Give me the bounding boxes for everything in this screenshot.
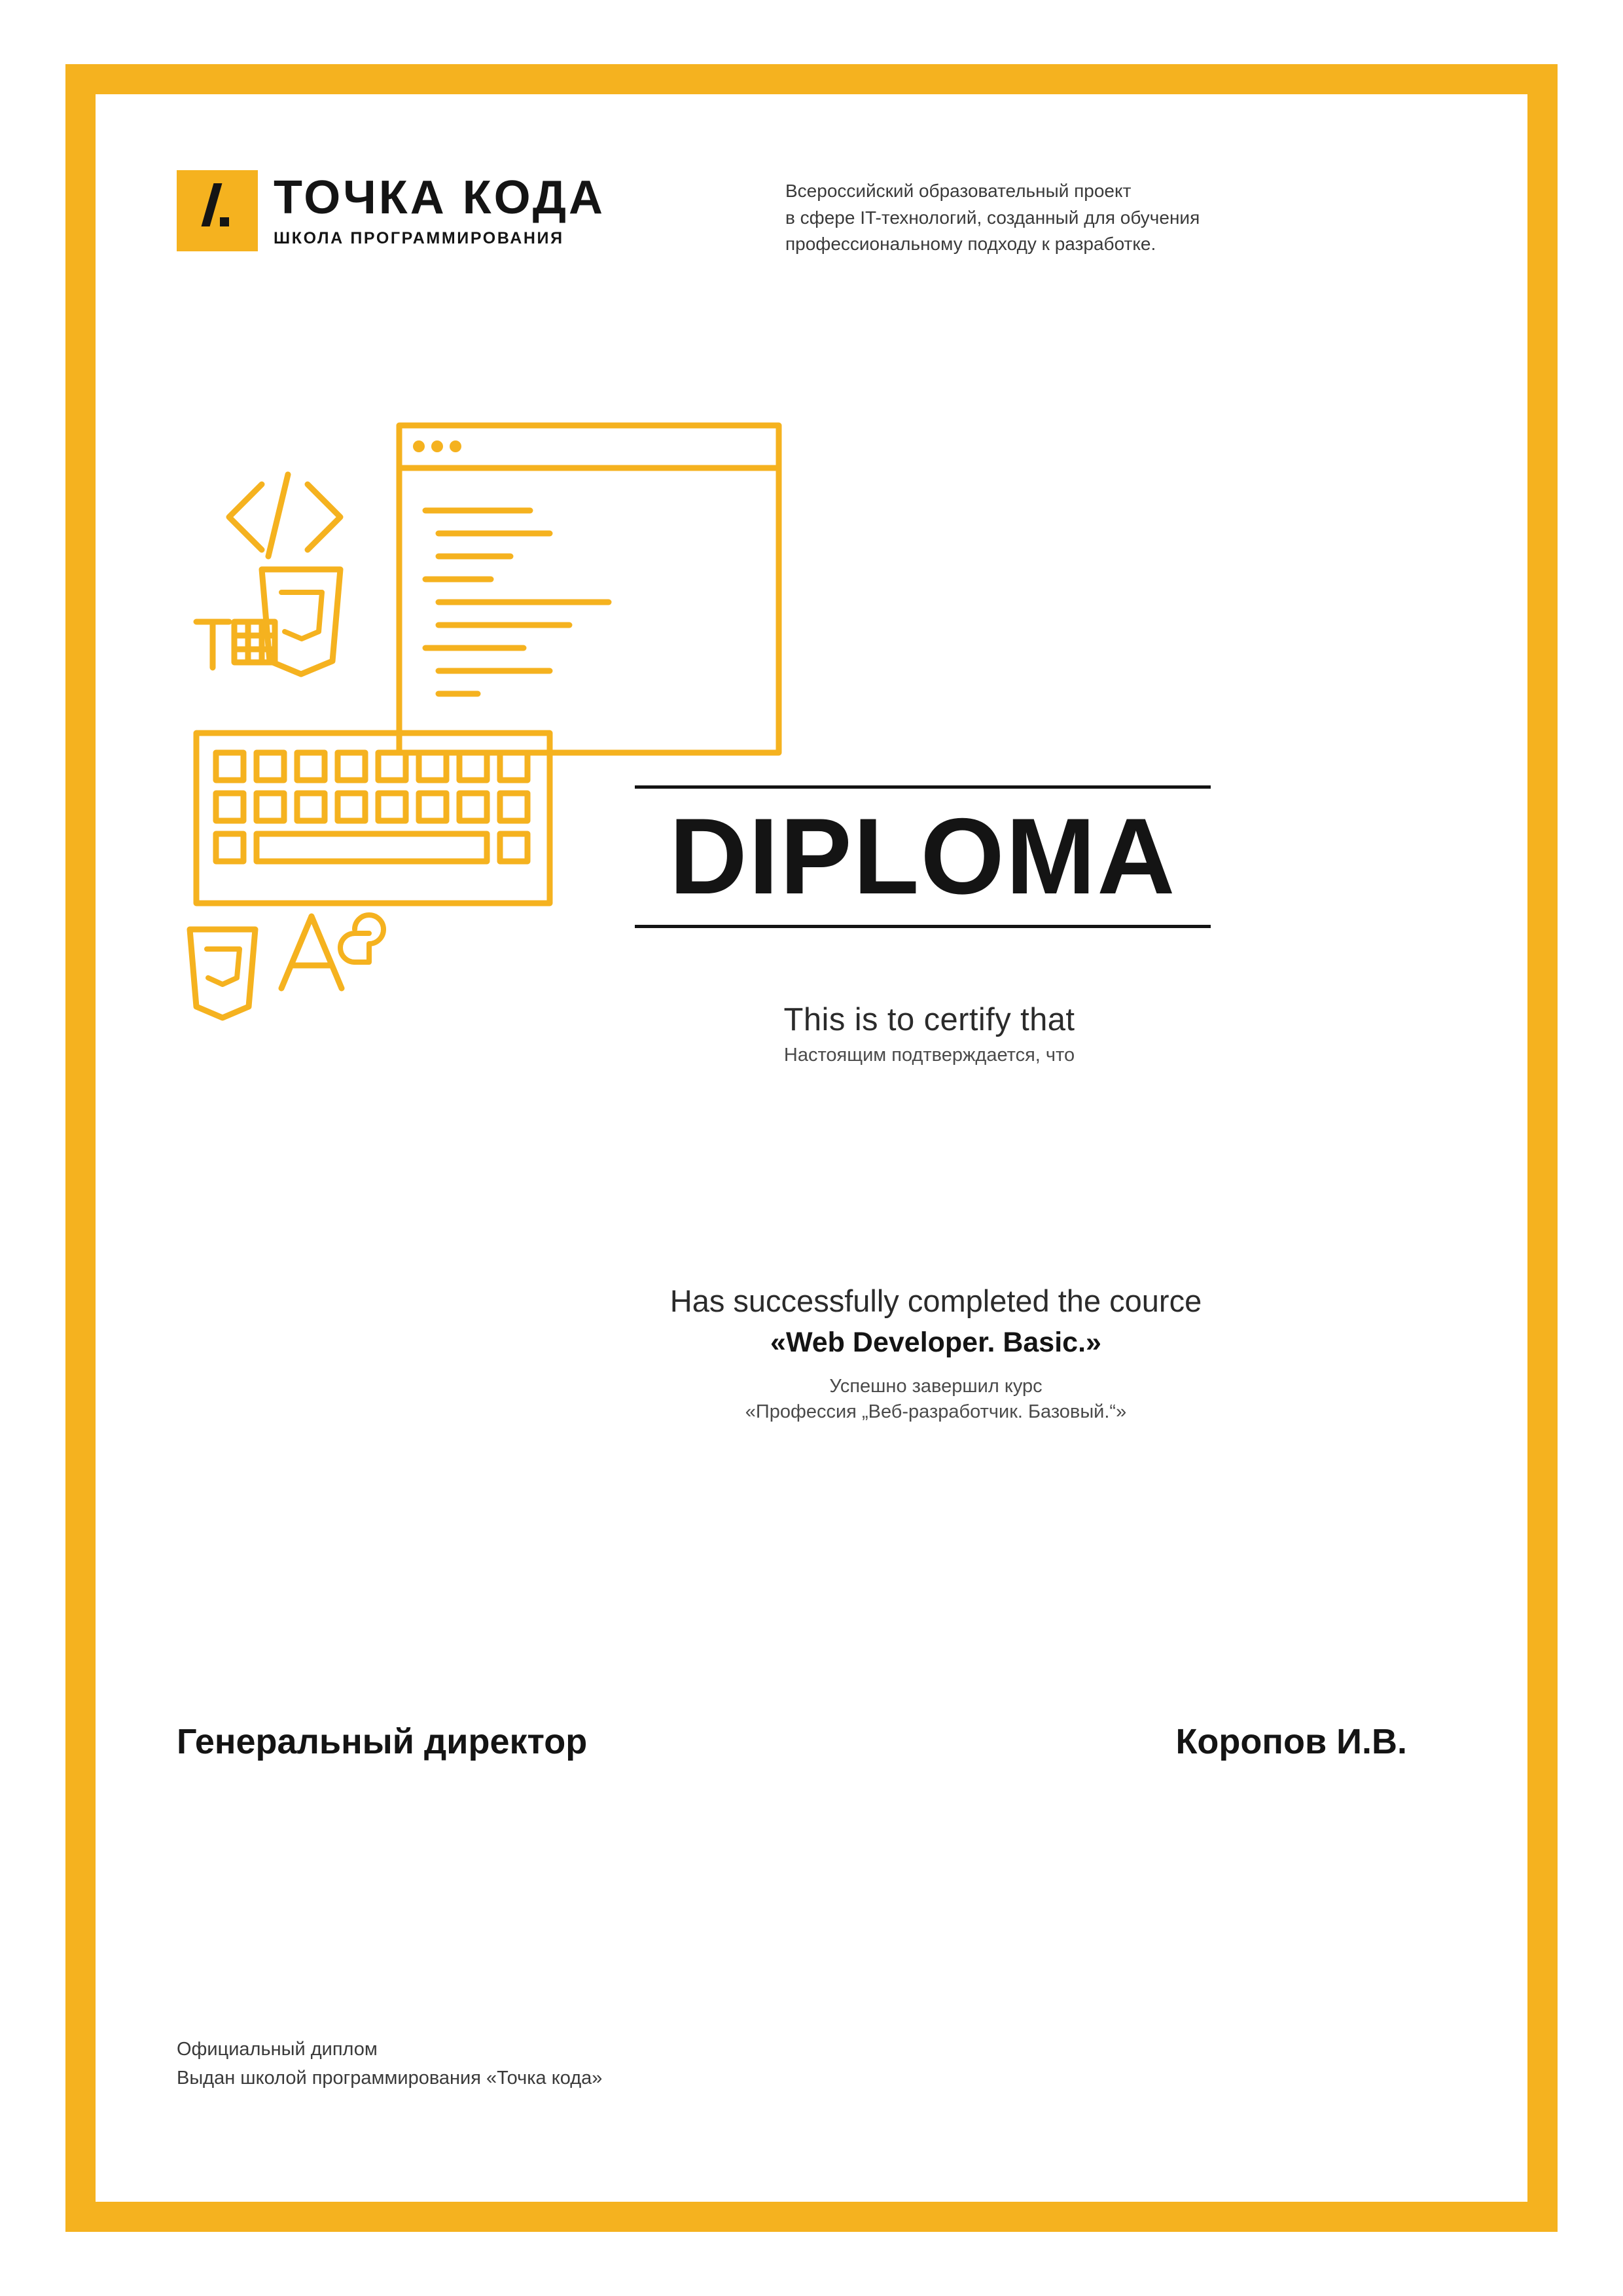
brand-subtitle: ШКОЛА ПРОГРАММИРОВАНИЯ [274,228,564,247]
signatory-name: Коропов И.В. [1175,1722,1407,1761]
course-name-ru: «Профессия „Веб-разработчик. Базовый.“» [745,1401,1127,1422]
coding-illustration [183,406,877,1100]
signature-row [177,1721,1407,1762]
certify-text-en: This is to certify that [783,1002,1075,1037]
organization-description [785,170,1200,258]
footer-line-2: Выдан школой программирования «Точка кода» [177,2067,603,2089]
certify-block [497,1001,1361,1066]
brand-text [274,171,606,248]
brand-logo [177,170,766,251]
course-block [458,1283,1414,1423]
brand-title: ТОЧКА КОДА [274,171,606,224]
organization-description-line-1: Всероссийский образовательный проект [785,181,1132,201]
organization-description-line-2: в сфере IT-технологий, созданный для обучения [785,207,1200,228]
signatory-role: Генеральный директор [177,1722,588,1761]
course-completed-en: Has successfully completed the cource [669,1283,1202,1318]
header [177,170,1459,258]
divider-bottom [635,925,1211,928]
course-name-en: «Web Developer. Basic.» [770,1327,1101,1358]
diploma-title: DIPLOMA [669,796,1177,916]
organization-description-line-3: профессиональному подходу к разработке. [785,234,1156,255]
code-slash-square-logo-icon [177,170,258,251]
course-completed-ru: Успешно завершил курс [829,1376,1043,1397]
certify-text-ru: Настоящим подтверждается, что [783,1045,1075,1066]
diploma-title-block [628,785,1217,928]
footer [177,2036,602,2092]
divider-top [635,785,1211,789]
footer-line-1: Официальный диплом [177,2039,378,2060]
